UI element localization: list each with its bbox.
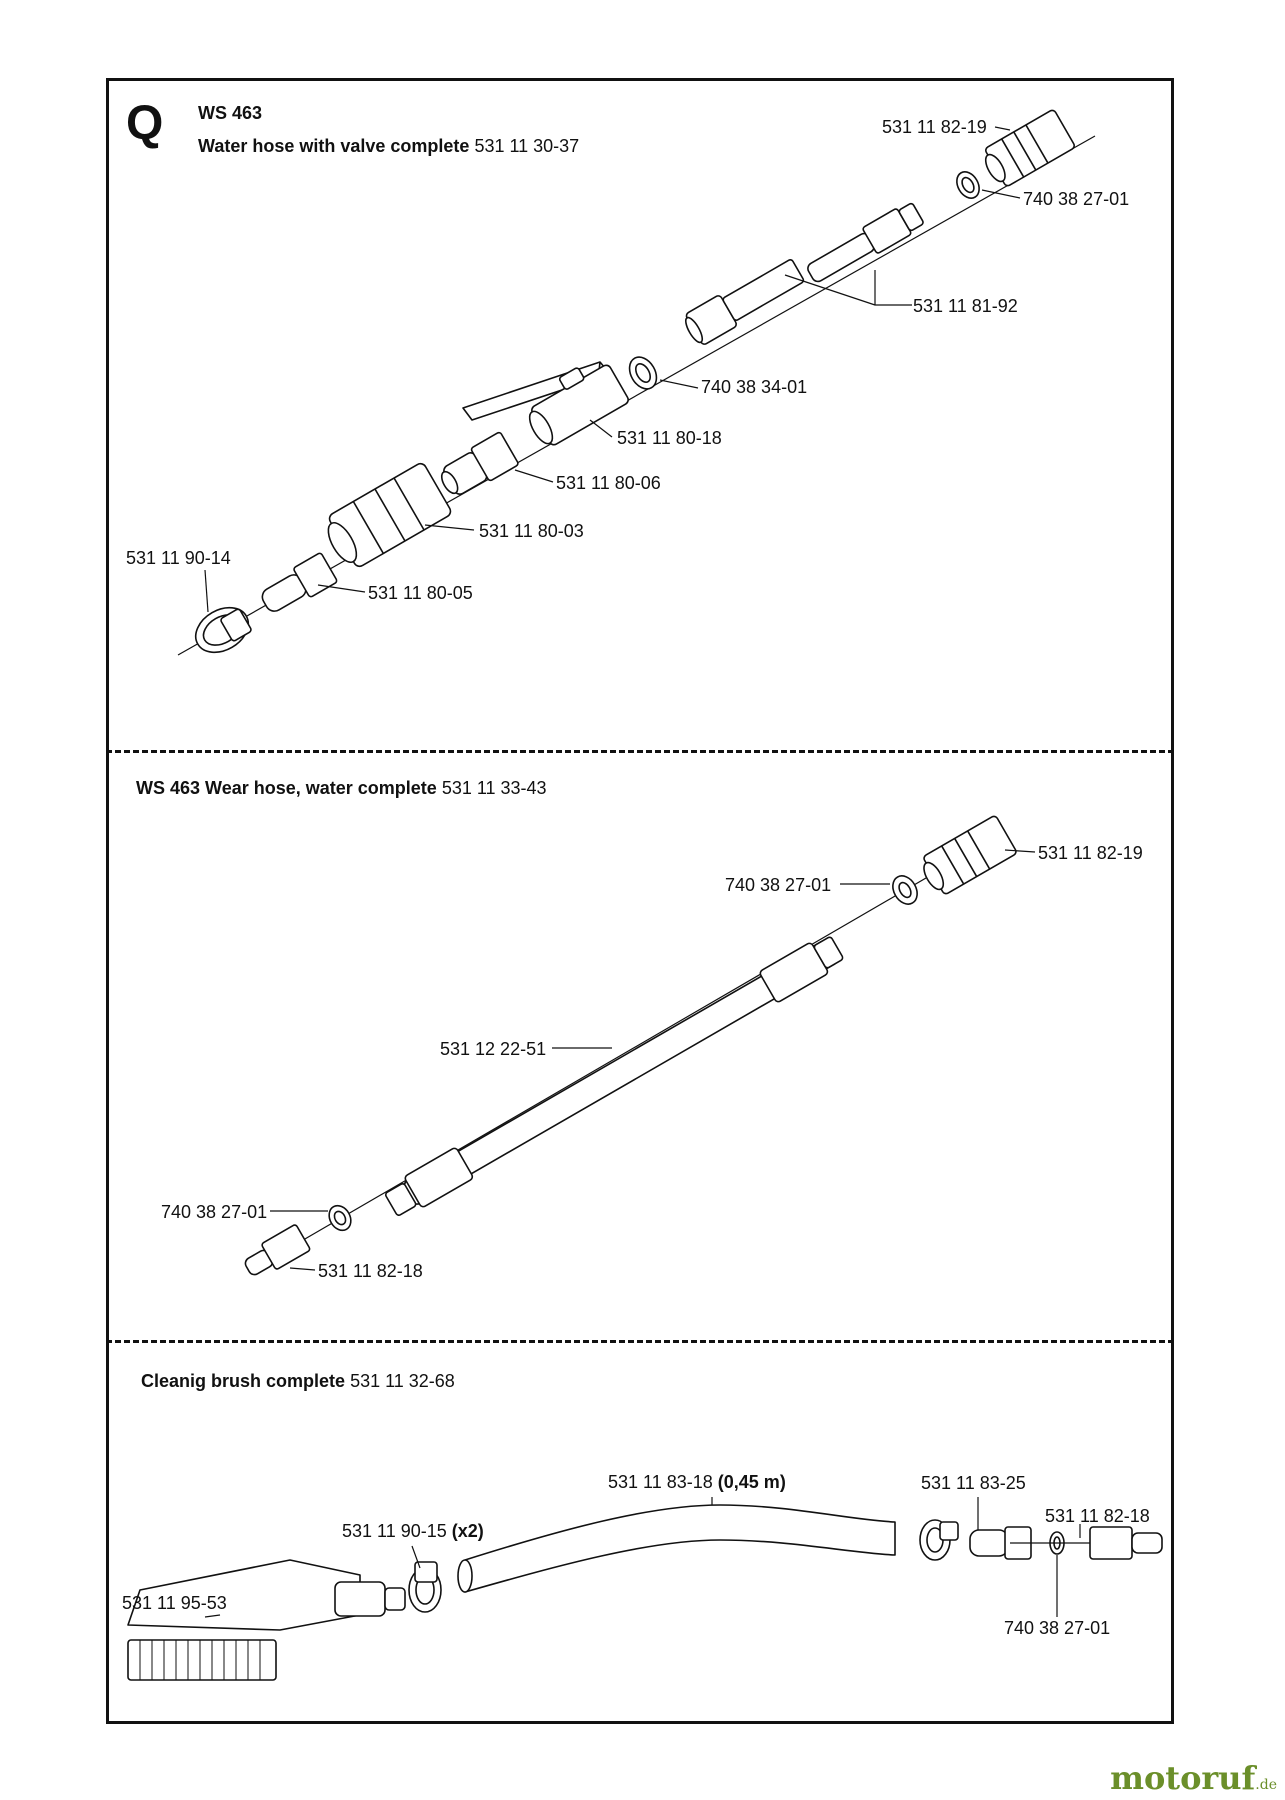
part-label [608, 1473, 786, 1491]
coupling-icon [917, 815, 1018, 899]
assembly-number: 531 11 30-37 [474, 136, 580, 156]
part-label: 531 11 80-18 [617, 428, 722, 448]
double-nipple-icon [435, 432, 519, 502]
section-title [136, 779, 547, 797]
hose-tail-icon [257, 552, 338, 618]
part-label: 531 11 80-05 [368, 583, 473, 603]
part-label: 531 11 82-19 [1038, 843, 1143, 863]
part-label: 740 38 27-01 [725, 875, 832, 895]
assembly-name: Water hose with valve complete [198, 136, 470, 156]
nipple-icon [240, 1224, 310, 1282]
nipple-icon [1090, 1527, 1162, 1559]
assembly-name: Cleanig brush complete [141, 1371, 346, 1391]
part-label: 740 38 27-01 [1023, 189, 1130, 209]
hose-clamp-icon [188, 599, 256, 662]
assembly-number: 531 11 33-43 [441, 778, 547, 798]
hose-nipple-icon [803, 200, 925, 288]
section-title [141, 1372, 455, 1390]
hose-nipple-icon [681, 254, 807, 348]
part-number: 531 11 83-18 [608, 1472, 713, 1492]
watermark-logo [1110, 1759, 1277, 1797]
part-number: 531 11 90-15 [342, 1521, 447, 1541]
part-label: 531 11 80-06 [556, 473, 661, 493]
section-model: WS 463 [198, 103, 263, 123]
assembly-number: 531 11 32-68 [350, 1371, 455, 1391]
part-label: 531 11 82-18 [1045, 1506, 1150, 1526]
part-label: 531 11 80-03 [479, 521, 584, 541]
brush-hose-icon [465, 1505, 895, 1592]
part-note: (0,45 m) [717, 1472, 786, 1492]
part-label: 740 38 27-01 [161, 1202, 268, 1222]
part-label: 531 11 82-18 [318, 1261, 423, 1281]
part-label: 740 38 27-01 [1004, 1618, 1111, 1638]
part-label: 531 12 22-51 [440, 1039, 547, 1059]
watermark-brand: motoruf [1110, 1759, 1256, 1797]
part-label: 531 11 83-25 [921, 1473, 1026, 1493]
assembly-axis [255, 835, 1000, 1268]
wear-hose-icon [382, 932, 846, 1221]
part-label: 531 11 82-19 [882, 117, 987, 137]
coupling-icon [319, 462, 453, 574]
section-model: WS 463 [136, 778, 201, 798]
part-label: 531 11 95-53 [122, 1593, 227, 1613]
part-label: 531 11 90-14 [126, 548, 231, 568]
part-label: 531 11 81-92 [913, 296, 1018, 316]
hose-clamp-icon [409, 1562, 441, 1612]
watermark-tld: .de [1255, 1777, 1277, 1793]
leader-lines [205, 127, 1020, 612]
brush-icon [128, 1560, 405, 1680]
part-label [342, 1522, 484, 1540]
assembly-name: Wear hose, water complete [205, 778, 437, 798]
section-letter: Q [126, 97, 164, 150]
hose-clamp-icon [920, 1520, 958, 1560]
part-label: 740 38 34-01 [701, 377, 808, 397]
section-title [198, 137, 579, 155]
coupling-icon [978, 109, 1075, 191]
part-note: (x2) [451, 1521, 484, 1541]
ball-valve-icon [463, 353, 630, 450]
